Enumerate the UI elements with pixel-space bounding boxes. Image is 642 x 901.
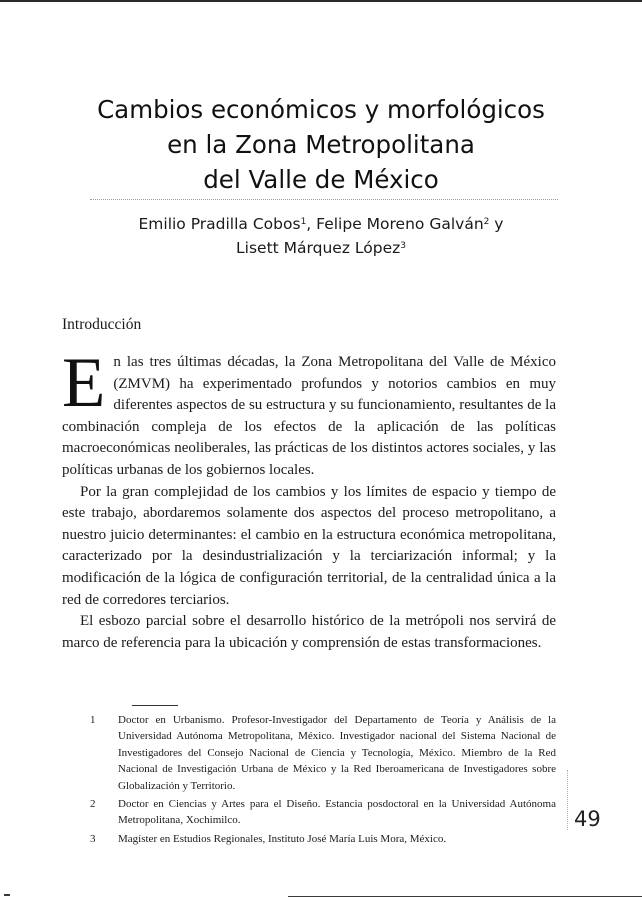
footnote-text: Magíster en Estudios Regionales, Instituto José María Luis Mora, México. <box>118 832 447 845</box>
footnote-1 <box>90 712 556 794</box>
author-name: Emilio Pradilla Cobos <box>138 215 301 233</box>
bottom-tick-mark <box>4 894 10 896</box>
section-heading: Introducción <box>62 316 142 333</box>
footnotes <box>90 712 556 849</box>
footnote-ref: 3 <box>400 241 406 251</box>
margin-dotted-line <box>567 770 568 830</box>
paragraph-3: El esbozo parcial sobre el desarrollo histórico de la metrópoli nos servirá de marco de referencia para la ubicación y comprensión de estas transformaciones. <box>62 613 556 651</box>
paragraph-1 <box>62 344 556 482</box>
footnote-text: Doctor en Ciencias y Artes para el Diseño. Estancia posdoctoral en la Universidad Autónoma Metropolitana, Xochimilco. <box>118 798 556 827</box>
author-name: Lisett Márquez López <box>236 239 401 257</box>
footnote-number: 3 <box>90 832 96 845</box>
title-line-2: en la Zona Metropolitana <box>167 130 475 159</box>
paragraph-2: Por la gran complejidad de los cambios y los límites de espacio y tiempo de este trabajo, abordaremos solamente dos aspectos del proceso metropolitano, a nuestro juicio determinantes: el cambio en la estructura económica metropolitana, caracterizado por la desindustrialización y la terciarización informal; y la modificación de la lógica de configuración territorial, de la centralidad única a la red de corredores terciarios. <box>62 483 556 608</box>
author-connector: y <box>489 215 504 233</box>
footnote-ref: 1 <box>300 217 307 227</box>
title-divider <box>90 199 558 200</box>
paragraph-1-text: n las tres últimas décadas, la Zona Metropolitana del Valle de México (ZMVM) ha experimentado profundos y notorios cambios en muy diferentes aspectos de su estructura y su funcionamiento, resultantes de la combinación compleja de los efectos de la aplicación de las políticas macroeconómicas neoliberales, las prácticas de los distintos actores sociales, y las políticas urbanas de los gobiernos locales. <box>62 354 556 478</box>
title-line-3: del Valle de México <box>203 165 439 194</box>
author-name: , Felipe Moreno Galván <box>306 215 484 233</box>
author-list <box>60 212 582 260</box>
title-line-1: Cambios económicos y morfológicos <box>97 95 545 124</box>
body-text <box>62 344 556 654</box>
footnote-number: 2 <box>90 798 96 811</box>
page-number: 49 <box>574 807 601 831</box>
footnote-text: Doctor en Urbanismo. Profesor-Investigador del Departamento de Teoría y Análisis de la Universidad Autónoma Metropolitana, México. Investigador nacional del Sistema Nacional de Investigadores del Consejo Nacional de Ciencia y Tecnología, México. Miembro de la Red Nacional de Investigación Urbana de México y la Red Iberoamericana de Investigadores sobre Globalización y Territorio. <box>118 714 556 792</box>
drop-cap: E <box>62 344 106 422</box>
footnote-divider <box>132 705 178 706</box>
footnote-ref: 2 <box>483 217 490 227</box>
bottom-rule <box>288 896 642 897</box>
footnote-2 <box>90 796 556 829</box>
footnote-3 <box>90 831 556 847</box>
author-line-2 <box>60 236 582 260</box>
author-line-1 <box>60 212 582 236</box>
footnote-number: 1 <box>90 714 96 726</box>
article-title <box>60 92 582 197</box>
page-top-rule <box>0 0 642 2</box>
